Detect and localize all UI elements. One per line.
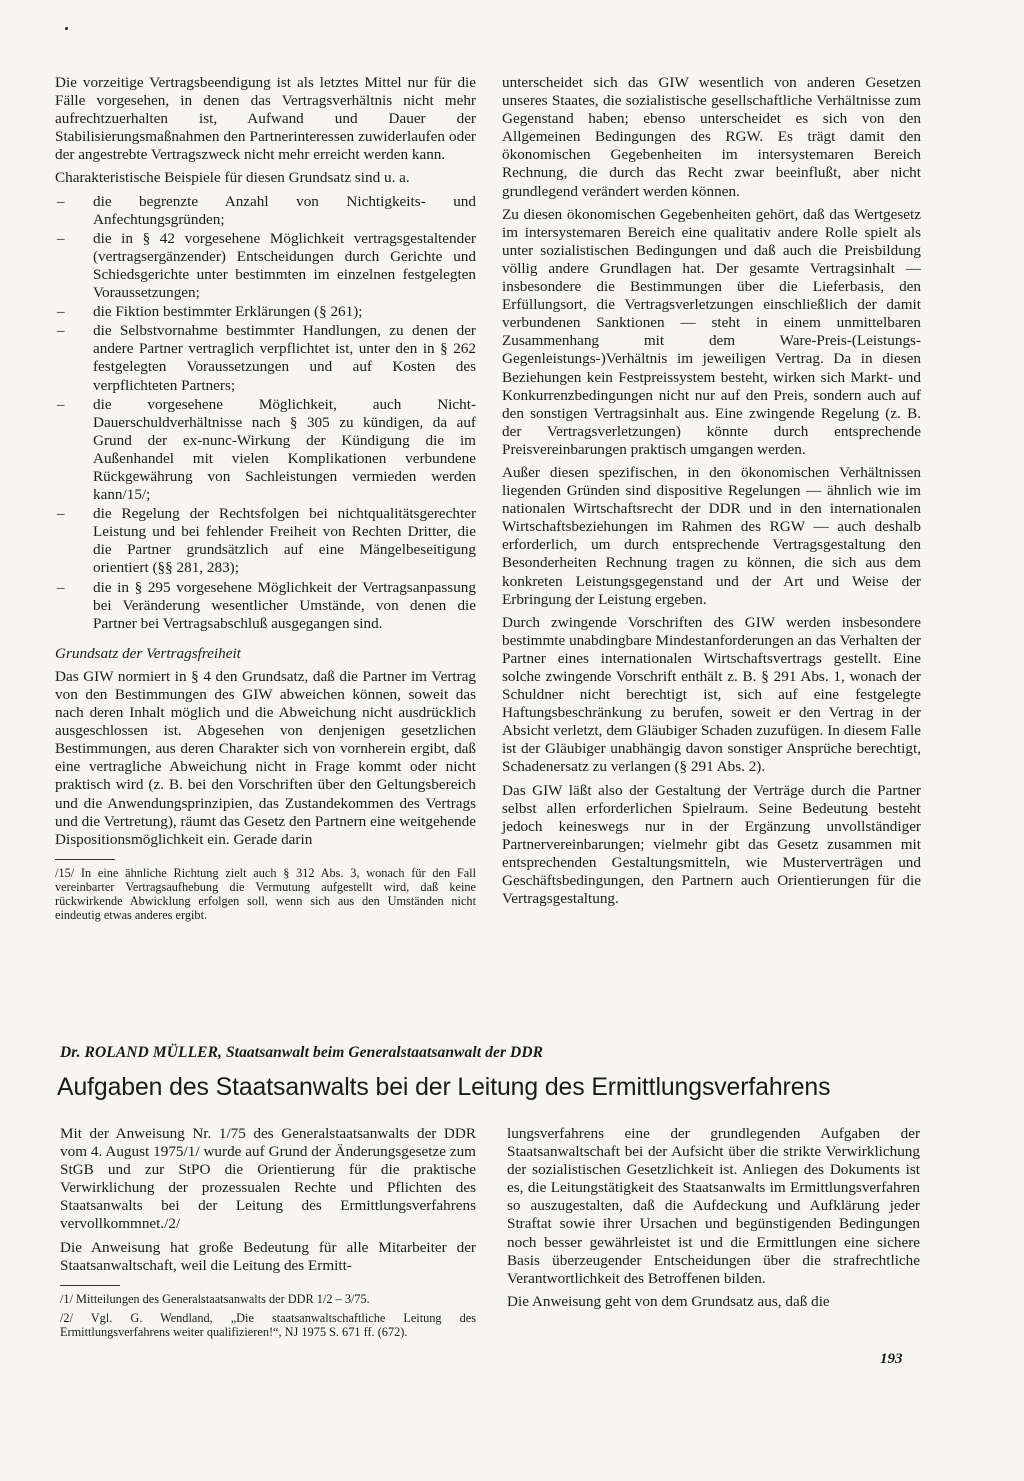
section-subheading: Grundsatz der Vertragsfreiheit xyxy=(55,644,241,662)
footnote: /15/ In eine ähnliche Richtung zielt auch § 312 Abs. 3, wonach für den Fall vereinbarter Vertragsaufhebung die Vermutung aufgestellt wird, daß keine rückwirkende Abwicklung erfolgen soll, wenn sich aus den Umständen nicht eindeutig etwas anderes ergibt. xyxy=(55,865,476,923)
paragraph: lungsverfahrens eine der grundlegenden Aufgaben der Staatsanwaltschaft bei der Aufsicht über die strikte Verwirklichung der sozialistischen Gesetzlichkeit ist. Anliegen des Dokuments ist es, die Leitungstätigkeit des Staatsanwalts im Ermittlungsverfahren so auszugestalten, daß die Aufdeckung und Aufklärung jeder Straftat sowie ihrer Ursachen und begünstigenden Bedingungen noch besser gewährleistet ist und die Ermittlungen eine sichere Basis überzeugender Entscheidungen über die strafrechtliche Verantwortlichkeit des Betroffenen bilden. xyxy=(507,1125,920,1287)
list-item: – die Fiktion bestimmter Erklärungen (§ 261); xyxy=(55,303,476,321)
examples-list xyxy=(55,193,476,633)
list-item: – die begrenzte Anzahl von Nichtigkeits- und Anfechtungsgründen; xyxy=(55,193,476,229)
footnote: /1/ Mitteilungen des Generalstaatsanwalts der DDR 1/2 – 3/75. xyxy=(60,1291,370,1306)
paragraph: Die Anweisung geht von dem Grundsatz aus, daß die xyxy=(507,1292,830,1310)
paragraph: unterscheidet sich das GIW wesentlich von anderen Gesetzen unseres Staates, die sozialistische gesellschaftliche Verhältnisse zum Gegenstand haben; ebenso unterscheidet es sich von den Allgemeinen Bedingungen des RGW. Es trägt damit den ökonomischen Gegebenheiten im intersystemaren Bereich Rechnung, die durch das Recht zwar beeinflußt, aber nicht grundlegend verändert werden können. xyxy=(502,74,921,200)
paragraph: Durch zwingende Vorschriften des GIW werden insbesondere bestimmte unabdingbare Mindestanforderungen an das Verhalten der Partner eines internationalen Wirtschaftsvertrags gestellt. Eine solche zwingende Vorschrift enthält z. B. § 291 Abs. 1, wonach der Schuldner nicht berechtigt ist, sich auf eine festgelegte Haftungsbeschränkung zu berufen, soweit er den Vertrag in der Absicht verletzt, dem Gläubiger Schaden zuzufügen. In diesem Falle ist der Gläubiger unabhängig davon sonstiger Ansprüche berechtigt, Schadenersatz zu verlangen (§ 291 Abs. 2). xyxy=(502,613,921,776)
article-title: Aufgaben des Staatsanwalts bei der Leitung des Ermittlungsverfahrens xyxy=(57,1074,831,1101)
scan-speck xyxy=(65,27,68,30)
paragraph: Mit der Anweisung Nr. 1/75 des Generalstaatsanwalts der DDR vom 4. August 1975/1/ wurde auf Grund der Änderungsgesetze zum StGB und zur StPO die Orientierung für die praktische Verwirklichung der prozessualen Rechte und Pflichten des Staatsanwalts bei der Leitung des Ermittlungsverfahrens vervollkommnet./2/ xyxy=(60,1125,476,1233)
article-left-column xyxy=(60,1125,476,1344)
paragraph: Charakteristische Beispiele für diesen Grundsatz sind u. a. xyxy=(55,169,410,187)
paragraph: Das GIW läßt also der Gestaltung der Verträge durch die Partner selbst allen erforderlichen Spielraum. Seine Bedeutung besteht jedoch keineswegs nur in der Ergänzung unvollständiger Partnervereinbarungen; vielmehr gibt das Gesetz zusammen mit entsprechenden Gestaltungsmitteln, wie Musterverträgen und Geschäftsbedingungen, den Partnern auch Orientierungen für die Vertragsgestaltung. xyxy=(502,781,921,908)
article-right-column xyxy=(507,1125,920,1316)
list-item: – die Selbstvornahme bestimmter Handlungen, zu denen der andere Partner vertraglich verpflichtet ist, unter den in § 262 festgelegten Voraussetzungen und auf Kosten des verpflichteten Partners; xyxy=(55,322,476,394)
paragraph: Zu diesen ökonomischen Gegebenheiten gehört, daß das Wertgesetz im intersystemaren Bereich eine qualitativ andere Rolle spielt als unter sozialistischen Bedingungen und daß auch die Preisbildung völlig andere Grundlagen hat. Der gesamte Vertragsinhalt — insbesondere die Bestimmungen über die Lieferbasis, den Erfüllungsort, die Vertragsverletzungen einschließlich der damit verbundenen Sanktionen — steht in einem unmittelbaren Zusammenhang mit dem Ware-Preis-(Leistungs-Gegenleistungs-)Verhältnis im jeweiligen Vertrag. Da in diesen Beziehungen kein Festpreissystem besteht, wirken sich Markt- und Konkurrenzbedingungen nicht nur auf den Preis, sondern auch auf den sonstigen Vertragsinhalt aus. Eine zwingende Regelung (z. B. der Vertragsverletzungen) könnte durch entsprechende Preisvereinbarungen praktisch umgangen werden. xyxy=(502,205,921,458)
right-column xyxy=(502,74,921,913)
list-item: – die in § 42 vorgesehene Möglichkeit vertragsgestaltender (vertragsergänzender) Entscheidungen durch Gerichte und Schiedsgerichte unter bestimmten im einzelnen festgelegten Voraussetzungen; xyxy=(55,230,476,302)
left-column xyxy=(55,74,476,928)
list-item: – die vorgesehene Möglichkeit, auch Nicht-Dauerschuldverhältnisse nach § 305 zu kündigen, da auf Grund der ex-nunc-Wirkung der Kündigung die im Außenhandel mit vielen Komplikationen verbundene Rückgewährung von Sachleistungen vermieden werden kann/15/; xyxy=(55,396,476,505)
paragraph: Die Anweisung hat große Bedeutung für alle Mitarbeiter der Staatsanwaltschaft, weil die Leitung des Ermitt- xyxy=(60,1238,476,1274)
footnote-rule xyxy=(55,859,115,860)
paragraph: Außer diesen spezifischen, in den ökonomischen Verhältnissen liegenden Gründen sind dispositive Regelungen — ähnlich wie im nationalen Wirtschaftsrecht der DDR und in den internationalen Wirtschaftsbeziehungen im Rahmen des RGW — auch deshalb erforderlich, um durch entsprechende Vertragsgestaltung den Besonderheiten Rechnung tragen zu können, die sich aus dem konkreten Leistungsgegenstand und der Art und Weise der Erbringung der Leistung ergeben. xyxy=(502,463,921,608)
article-author: Dr. ROLAND MÜLLER, Staatsanwalt beim Generalstaatsanwalt der DDR xyxy=(60,1044,544,1061)
list-item: – die Regelung der Rechtsfolgen bei nichtqualitätsgerechter Leistung und bei fehlender Freiheit von Rechten Dritter, die die Partner grundsätzlich auf eine Mängelbeseitigung orientiert (§§ 281, 283); xyxy=(55,505,476,577)
footnote-rule xyxy=(60,1285,120,1286)
paragraph: Die vorzeitige Vertragsbeendigung ist als letztes Mittel nur für die Fälle vorgesehen, in denen das Vertragsverhältnis nicht mehr aufrechtzuerhalten ist, Aufwand und Dauer der Stabilisierungsmaßnahmen den Partnerinteressen zuwiderlaufen oder der angestrebte Vertragszweck nicht mehr erreicht werden kann. xyxy=(55,74,476,164)
paragraph: Das GIW normiert in § 4 den Grundsatz, daß die Partner im Vertrag von den Bestimmungen des GIW abweichen können, soweit das nach deren Inhalt möglich und die Abweichung nicht ausdrücklich ausgeschlossen ist. Abgesehen von denjenigen gesetzlichen Bestimmungen, aus deren Charakter sich von vornherein ergibt, daß eine vertragliche Abweichung nicht in Frage kommt oder nicht praktisch wird (z. B. bei den Vorschriften über den Geltungsbereich und die Anwendungsprinzipien, das Zustandekommen des Vertrags und die Vertretung), räumt das Gesetz den Partnern eine weitgehende Dispositionsmöglichkeit ein. Gerade darin xyxy=(55,667,476,848)
page-number: 193 xyxy=(880,1351,903,1367)
footnote: /2/ Vgl. G. Wendland, „Die staatsanwaltschaftliche Leitung des Ermittlungsverfahrens weiter qualifizieren!“, NJ 1975 S. 671 ff. (672). xyxy=(60,1310,476,1340)
list-item: – die in § 295 vorgesehene Möglichkeit der Vertragsanpassung bei Veränderung wesentlicher Umstände, von denen die Partner bei Vertragsabschluß ausgegangen sind. xyxy=(55,579,476,633)
